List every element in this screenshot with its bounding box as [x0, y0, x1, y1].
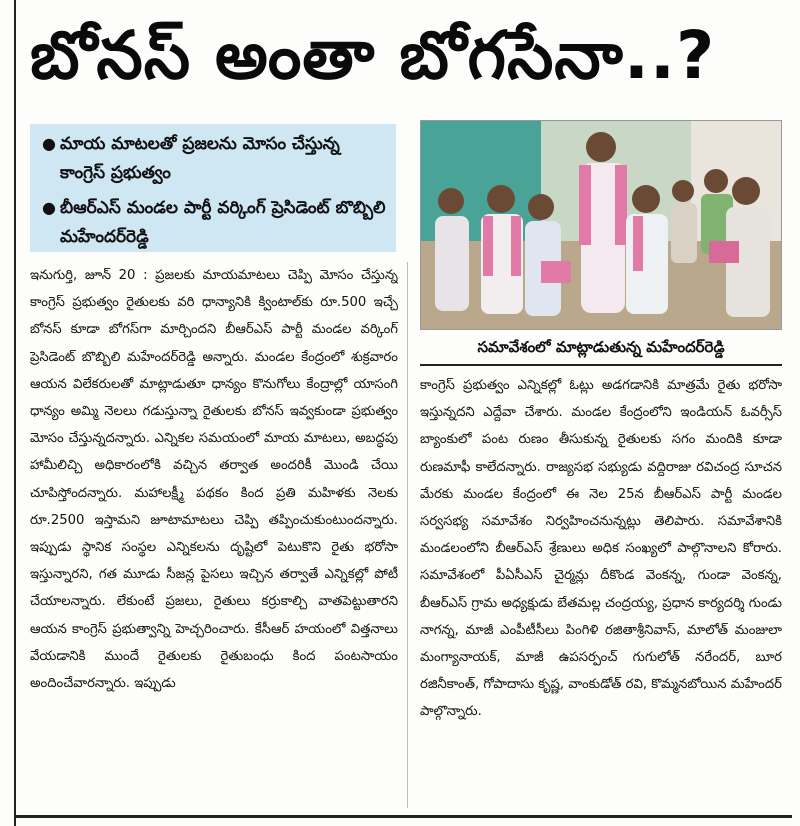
highlight-item [42, 194, 386, 252]
left-border-rule [14, 0, 16, 826]
highlight-text: బీఆర్ఎస్ మండల పార్టీ వర్కింగ్ ప్రెసిడెంట్ బొబ్బిలి మహేందర్‌రెడ్డి [60, 198, 386, 247]
bullet-icon: ● [42, 198, 56, 217]
bullet-icon: ● [42, 134, 56, 153]
photo-caption: సమావేశంలో మాట్లాడుతున్న మహేందర్‌రెడ్డి [477, 338, 725, 356]
caption-divider [420, 364, 782, 366]
highlight-item [42, 130, 386, 188]
news-photo [420, 120, 782, 330]
bottom-border-rule [14, 815, 792, 818]
article-body-right-column: కాంగ్రెస్ ప్రభుత్వం ఎన్నికల్లో ఓట్లు అడగడానికి మాత్రమే రైతు భరోసా ఇస్తున్నదని ఎద్దేవా చేశారు. మండల కేంద్రంలోని ఇండియన్ ఓవర్సీస్ బ్యాంకులో పంట రుణం తీసుకున్న రైతులకు సగం మందికి కూడా రుణమాఫీ కాలేదన్నారు. రాజ్యసభ సభ్యుడు వద్దిరాజు రవిచంద్ర సూచన మేరకు మండల కేంద్రంలో ఈ నెల 25న బీఆర్ఎస్ పార్టీ మండల సర్వసభ్య సమావేశం నిర్వహించనున్నట్లు తెలిపారు. సమావేశానికి మండలంలోని బీఆర్ఎస్ శ్రేణులు అధిక సంఖ్యలో పాల్గొనాలని కోరారు. సమావేశంలో పీఏసీఎస్ చైర్మన్లు దీకొండ వెంకన్న, గుండా వెంకన్న, బీఆర్ఎస్ గ్రామ అధ్యక్షుడు బేతమల్ల చంద్రయ్య, ప్రధాన కార్యదర్శి గుండు నాగన్న, మాజీ ఎంపీటీసీలు పింగిళి రజితాశ్రీనివాస్, మాలోత్ మంజులా మంగ్యానాయక్, మాజీ ఉపసర్పంచ్ గుగులోత్ నరేందర్, బూర రజినీకాంత్, గోపాదాసు కృష్ణ, వాంకుడోత్ రవి, కొమ్మనబోయిన మహేందర్ పాల్గొన్నారు. [420, 378, 782, 720]
highlights-box [30, 124, 396, 252]
highlight-text: మాయ మాటలతో ప్రజలను మోసం చేస్తున్న కాంగ్రెస్ ప్రభుత్వం [60, 134, 340, 183]
group-photo-image [421, 121, 782, 330]
column-divider [407, 262, 408, 808]
headline: బోనస్ అంతా బోగసేనా..? [30, 17, 716, 94]
article-body-left-column: ఇనుగుర్తి, జూన్ 20 : ప్రజలకు మాయమాటలు చెప్పి మోసం చేస్తున్న కాంగ్రెస్ ప్రభుత్వం రైతులకు వరి ధాన్యానికి క్వింటాల్‌కు రూ.500 ఇచ్చే బోనస్ కూడా బోగస్‌గా మార్చిందని బీఆర్ఎస్ పార్టీ మండల వర్కింగ్ ప్రెసిడెంట్ బొబ్బిలి మహేందర్‌రెడ్డి అన్నారు. మండల కేంద్రంలో శుక్రవారం ఆయన విలేకరులతో మాట్లాడుతూ ధాన్యం కొనుగోలు కేంద్రాల్లో యాసంగి ధాన్యం అమ్మి నెలలు గడుస్తున్నా రైతులకు బోనస్ ఇవ్వకుండా ప్రభుత్వం మోసం చేస్తున్నదన్నారు. ఎన్నికల సమయంలో మాయ మాటలు, అబద్ధపు హామీలిచ్చి అధికారంలోకి వచ్చిన తర్వాత అందరికీ మొండి చేయి చూపిస్తోందన్నారు. మహాలక్ష్మీ పథకం కింద ప్రతి మహిళకు నెలకు రూ.2500 ఇస్తామని జూటామాటలు చెప్పి తప్పించుకుంటుందన్నారు. ఇప్పుడు స్థానిక సంస్థల ఎన్నికలను దృష్టిలో పెటుకొని రైతు భరోసా ఇస్తున్నారని, గత మూడు సీజన్ల పైసలు ఇచ్చిన తర్వాతే ఎన్నికల్లో పోటీ చేయాలన్నారు. లేకుంటే ప్రజలు, రైతులు కర్రుకాల్చి వాతపెట్టుతారని ఆయన కాంగ్రెస్ ప్రభుత్వాన్ని హెచ్చరించారు. కేసీఆర్ హయంలో విత్తనాలు వేయడానికి ముందే రైతులకు రైతుబంధు కింద పంటసాయం అందించేవారన్నారు. ఇప్పుడు [30, 268, 398, 692]
